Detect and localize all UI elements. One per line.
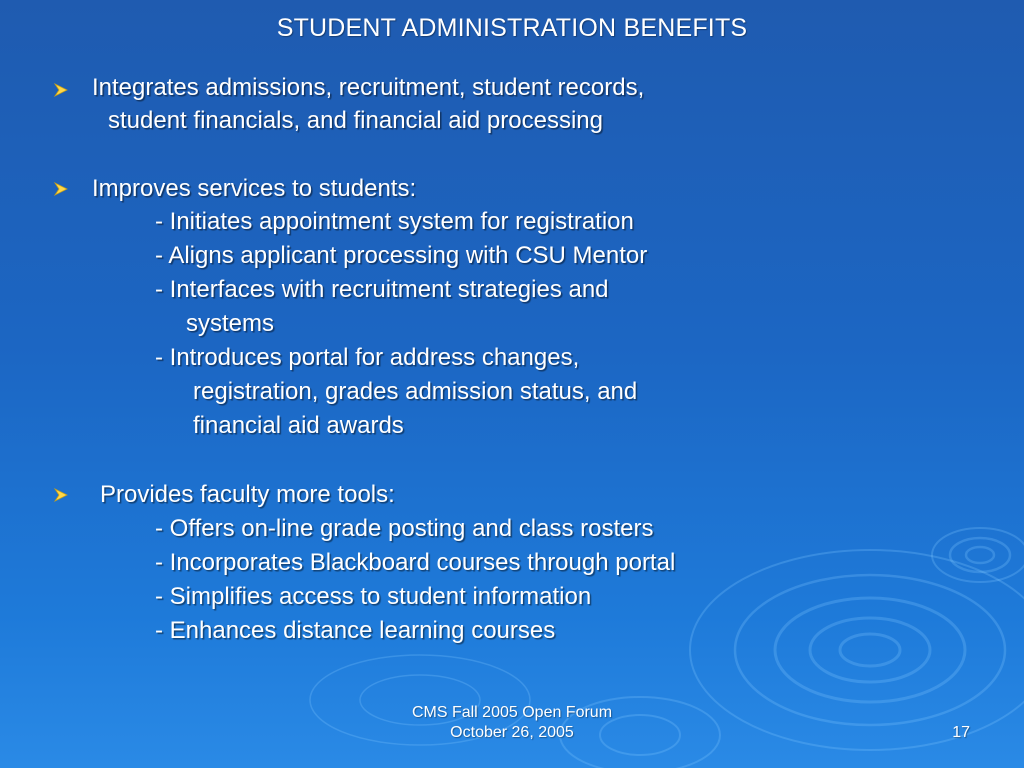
slide-footer: [0, 703, 1024, 743]
bullet-2-sub-4: - Introduces portal for address changes,: [155, 344, 580, 371]
bullet-2-sub-1: - Initiates appointment system for registration: [155, 208, 634, 235]
bullet-3-sub-4: - Enhances distance learning courses: [155, 617, 556, 644]
footer-date: October 26, 2005: [450, 724, 574, 741]
slide-title: STUDENT ADMINISTRATION BENEFITS: [276, 14, 748, 42]
arrowhead-bullet-icon: [53, 487, 69, 503]
bullet-2-sub-4-cont-2: financial aid awards: [193, 412, 404, 439]
arrowhead-bullet-icon: [53, 82, 69, 98]
footer-event: CMS Fall 2005 Open Forum: [411, 704, 613, 721]
bullet-2-sub-2: - Aligns applicant processing with CSU Mentor: [155, 242, 648, 269]
bullet-3-heading: Provides faculty more tools:: [100, 481, 395, 508]
bullet-2-heading: Improves services to students:: [92, 175, 417, 202]
bullet-1-line-1: Integrates admissions, recruitment, student records,: [92, 74, 645, 101]
bullet-1-line-2: student financials, and financial aid processing: [108, 107, 603, 134]
bullet-3-sub-2: - Incorporates Blackboard courses through portal: [155, 549, 676, 576]
bullet-3-sub-1: - Offers on-line grade posting and class rosters: [155, 515, 654, 542]
bullet-2-sub-3-cont: systems: [186, 310, 275, 337]
bullet-3-sub-3: - Simplifies access to student information: [155, 583, 592, 610]
bullet-2-sub-3: - Interfaces with recruitment strategies and: [155, 276, 609, 303]
page-number: 17: [952, 724, 970, 741]
bullet-2-sub-4-cont-1: registration, grades admission status, and: [193, 378, 638, 405]
arrowhead-bullet-icon: [53, 181, 69, 197]
